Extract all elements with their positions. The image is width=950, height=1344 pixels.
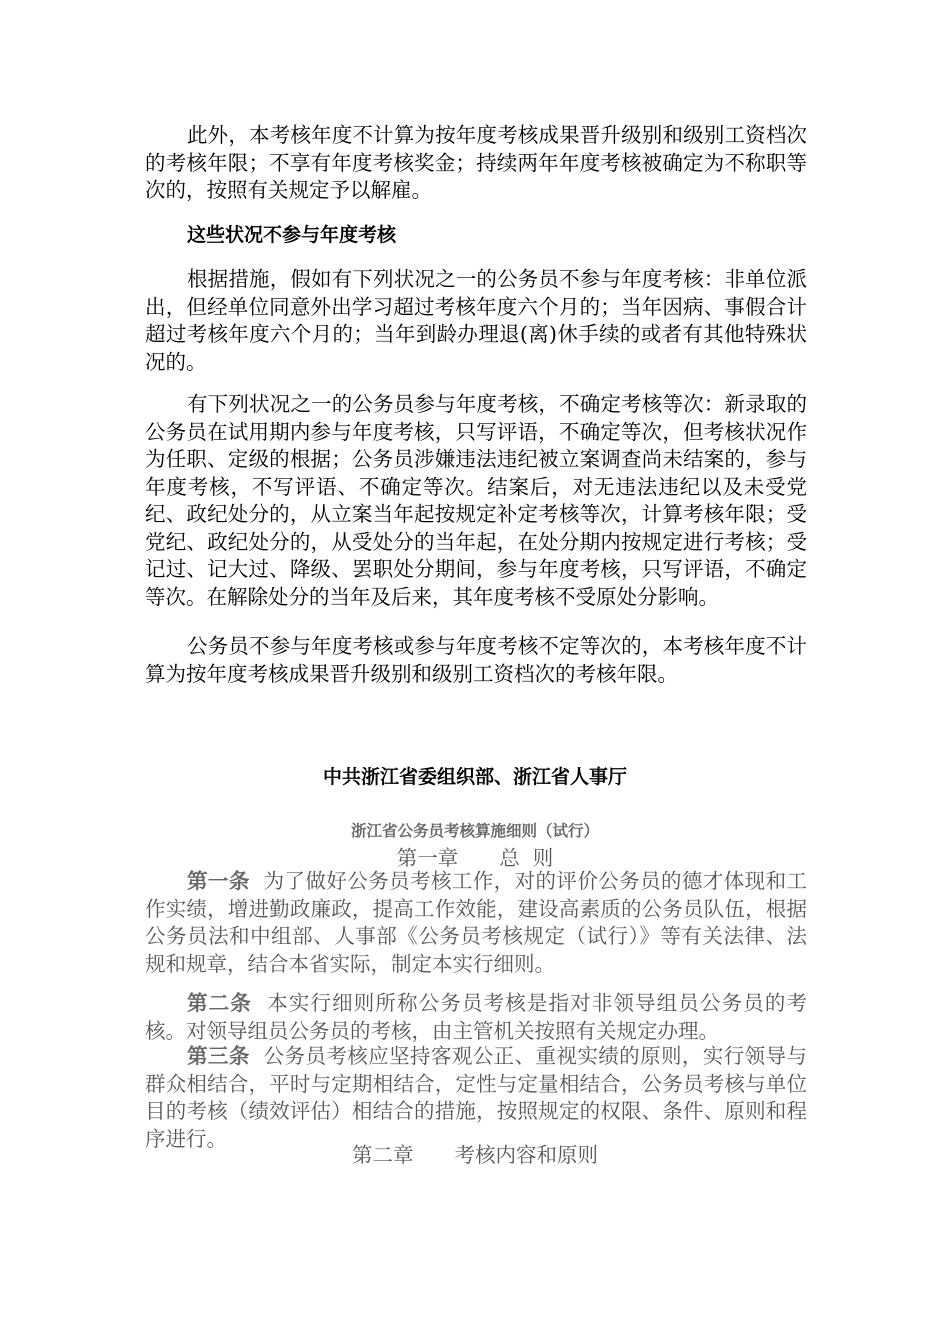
chapter-heading: 第二章 考核内容和原则 (352, 1143, 598, 1167)
article-label: 第二条 (187, 991, 252, 1015)
paragraph-exclusion-conditions: 根据措施，假如有下列状况之一的公务员不参与年度考核：非单位派出，但经单位同意外出学习超过考核年度六个月的；当年因病、事假合计超过考核年度六个月的；当年到龄办理退(离)休手续的或者有其他特殊状况的。 (145, 267, 807, 374)
document-subtitle: 浙江省公务员考核算施细则（试行） (350, 822, 599, 840)
article-text: 本实行细则所称公务员考核是指对非领导组员公务员的考核。对领导组员公务员的考核，由主管机关按照有关规定办理。 (145, 991, 808, 1043)
paragraph-non-participation-effect: 公务员不参与年度考核或参与年度考核不定等次的，本考核年度不计算为按年度考核成果晋升级别和级别工资档次的考核年限。 (145, 634, 807, 686)
article-paragraph (145, 868, 807, 978)
chapter-heading: 第一章 总 则 (396, 846, 554, 870)
section-heading: 这些状况不参与年度考核 (187, 224, 397, 246)
article-text: 为了做好公务员考核工作，对的评价公务员的德才体现和工作实绩，增进勤政廉政，提高工作效能，建设高素质的公务员队伍，根据公务员法和中组部、人事部《公务员考核规定（试行）》等有关法律、法规和规章，结合本省实际，制定本实行细则。 (145, 869, 808, 976)
article-label: 第一条 (187, 869, 250, 893)
article-paragraph (145, 1043, 807, 1153)
article-label: 第三条 (187, 1044, 250, 1068)
issuing-organization-title: 中共浙江省委组织部、浙江省人事厅 (322, 766, 627, 788)
paragraph-no-grade-conditions: 有下列状况之一的公务员参与年度考核，不确定考核等次：新录取的公务员在试用期内参与年度考核，只写评语，不确定等次，但考核状况作为任职、定级的根据；公务员涉嫌违法违纪被立案调查尚未结案的，参与年度考核，不写评语、不确定等次。结案后，对无违法违纪以及未受党纪、政纪处分的，从立案当年起按规定补定考核等次，计算考核年限；受党纪、政纪处分的，从受处分的当年起，在处分期内按规定进行考核；受记过、记大过、降级、罢职处分期间，参与年度考核，只写评语，不确定等次。在解除处分的当年及后来，其年度考核不受原处分影响。 (145, 392, 807, 609)
paragraph-annual-review-consequences: 此外，本考核年度不计算为按年度考核成果晋升级别和级别工资档次的考核年限；不享有年度考核奖金；持续两年年度考核被确定为不称职等次的，按照有关规定予以解雇。 (145, 123, 807, 202)
article-paragraph (145, 990, 807, 1045)
article-text: 公务员考核应坚持客观公正、重视实绩的原则，实行领导与群众相结合，平时与定期相结合，定性与定量相结合，公务员考核与单位目的考核（绩效评估）相结合的措施，按照规定的权限、条件、原则和程序进行。 (145, 1044, 808, 1151)
